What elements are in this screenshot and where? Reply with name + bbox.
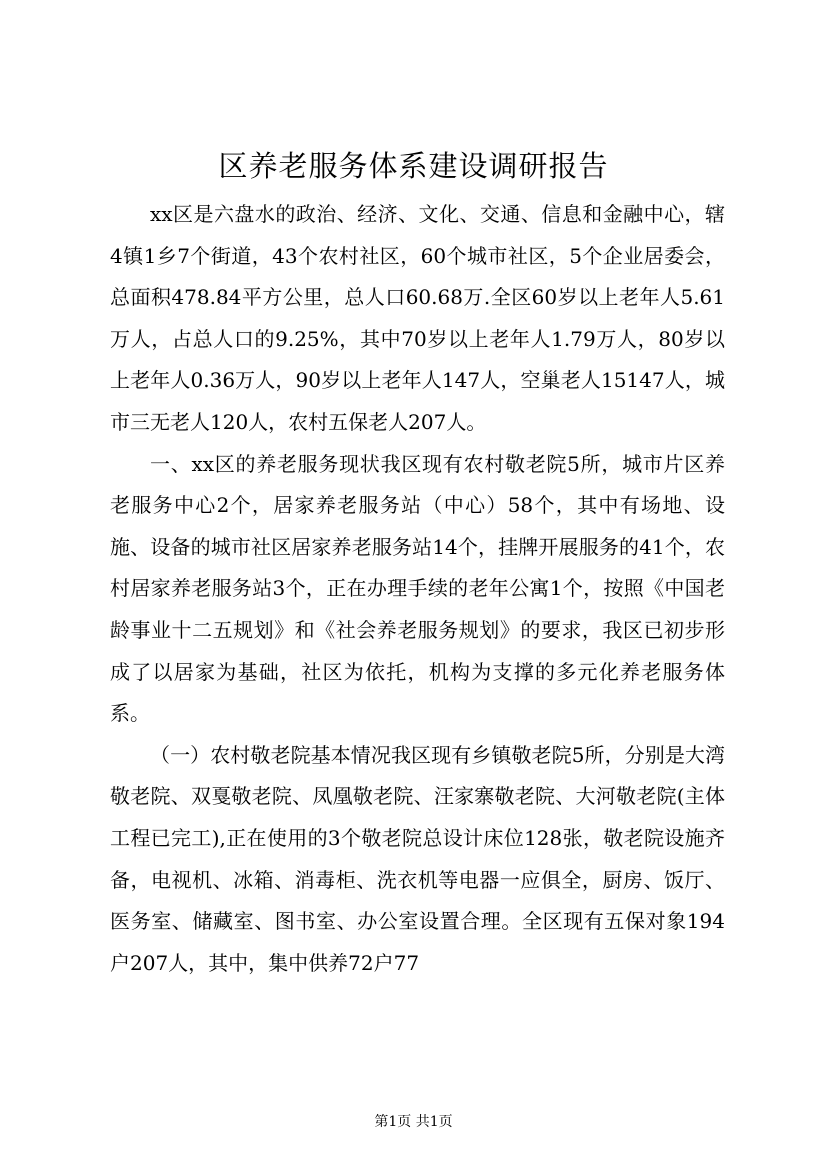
paragraph-rural-nursing-homes: （一）农村敬老院基本情况我区现有乡镇敬老院5所，分别是大湾敬老院、双戛敬老院、凤凰敬老院、汪家寨敬老院、大河敬老院(主体工程已完工),正在使用的3个敬老院总设计床位128张，敬老院设施齐备，电视机、冰箱、消毒柜、洗衣机等电器一应俱全，厨房、饭厅、医务室、储藏室、图书室、办公室设置合理。全区现有五保对象194户207人，其中，集中供养72户77: [110, 742, 725, 975]
page-number-footer: 第1页 共1页: [374, 1114, 453, 1130]
document-title: 区养老服务体系建设调研报告: [218, 149, 609, 183]
paragraph-current-status: 一、xx区的养老服务现状我区现有农村敬老院5所，城市片区养老服务中心2个，居家养老服务站（中心）58个，其中有场地、设施、设备的城市社区居家养老服务站14个，挂牌开展服务的41个，农村居家养老服务站3个，正在办理手续的老年公寓1个，按照《中国老龄事业十二五规划》和《社会养老服务规划》的要求，我区已初步形成了以居家为基础，社区为依托，机构为支撑的多元化养老服务体系。: [110, 451, 725, 726]
paragraph-overview: xx区是六盘水的政治、经济、文化、交通、信息和金融中心，辖4镇1乡7个街道，43个农村社区，60个城市社区，5个企业居委会，总面积478.84平方公里，总人口60.68万.全区60岁以上老年人5.61万人，占总人口的9.25%，其中70岁以上老年人1.79万人，80岁以上老年人0.36万人，90岁以上老年人147人，空巢老人15147人，城市三无老人120人，农村五保老人207人。: [110, 202, 725, 434]
document-body: [110, 194, 725, 984]
